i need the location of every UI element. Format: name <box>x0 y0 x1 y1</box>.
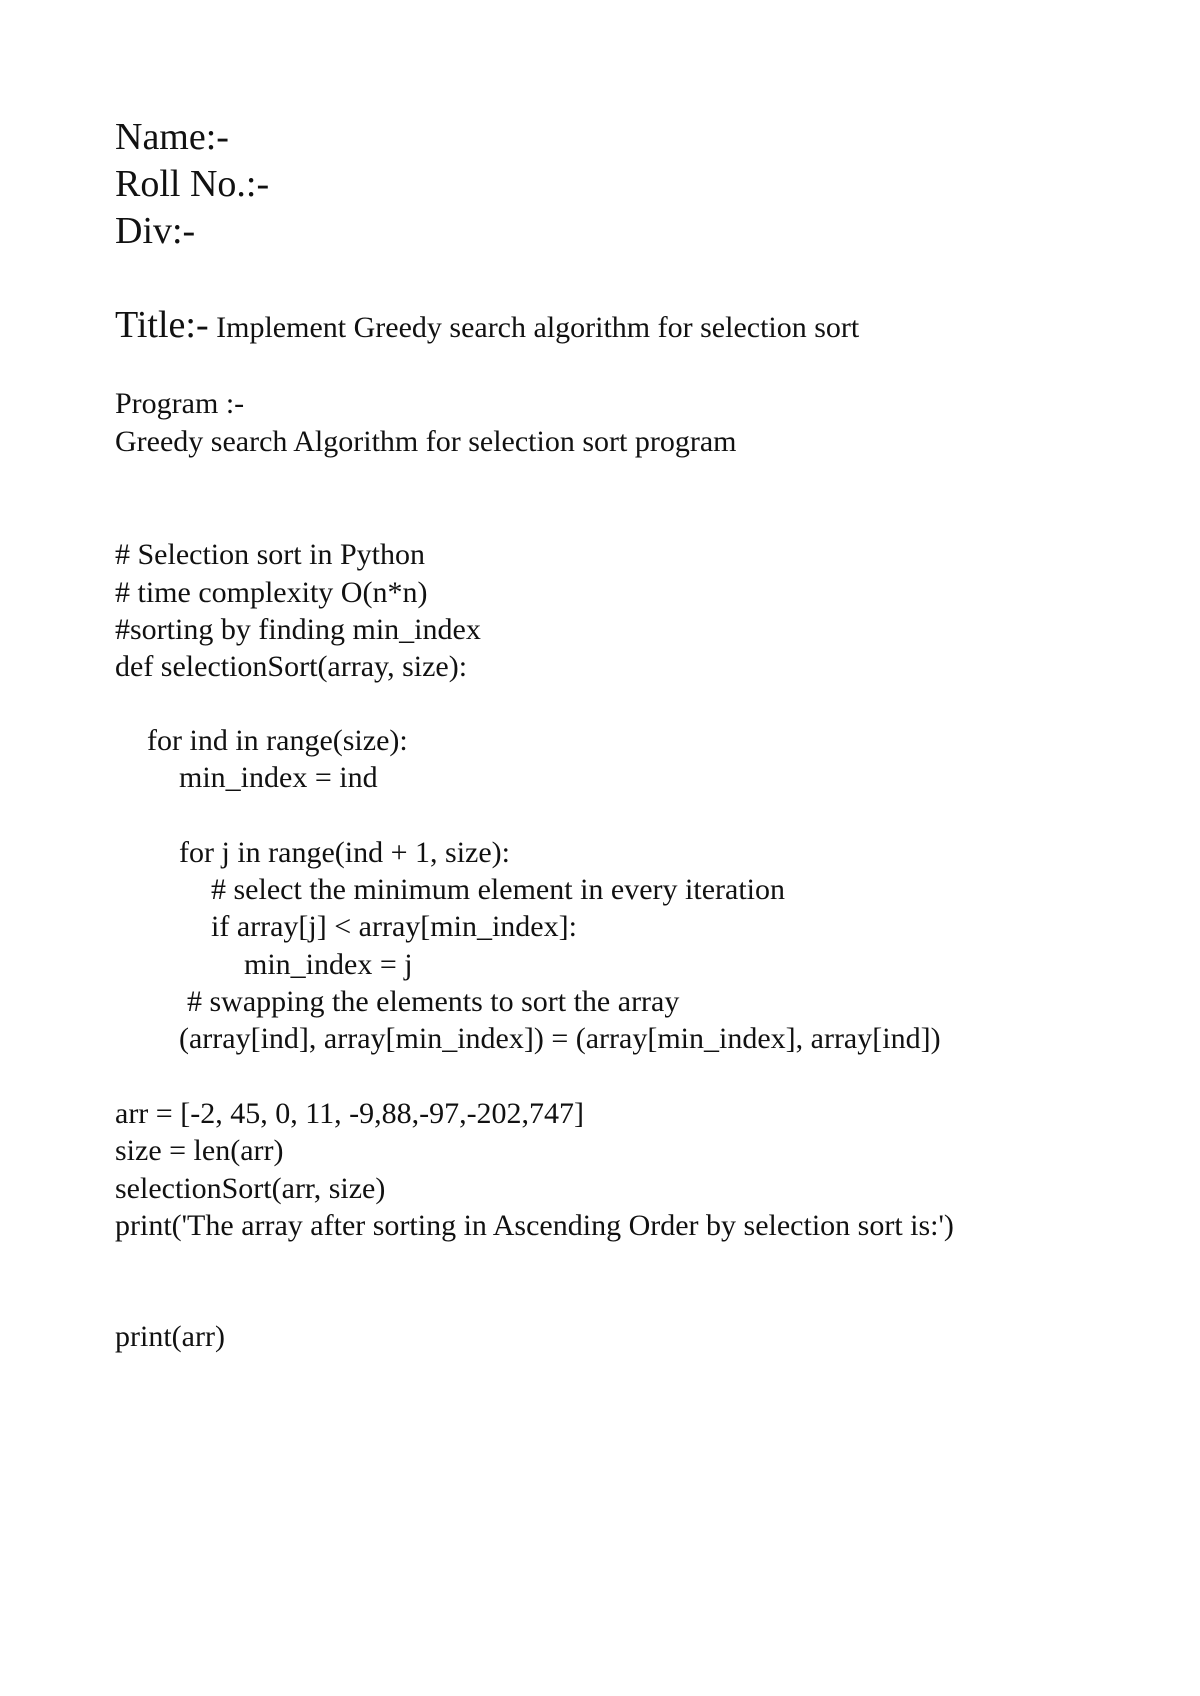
code-line: print('The array after sorting in Ascending Order by selection sort is:') <box>115 1209 954 1242</box>
code-line: # time complexity O(n*n) <box>115 576 428 609</box>
code-line: # select the minimum element in every iteration <box>211 873 785 906</box>
code-line: for ind in range(size): <box>147 724 408 757</box>
code-line: selectionSort(arr, size) <box>115 1172 386 1205</box>
code-line: # swapping the elements to sort the array <box>187 985 680 1018</box>
title-line <box>115 306 859 344</box>
roll-no-field: Roll No.:- <box>115 163 270 205</box>
name-field: Name:- <box>115 116 229 158</box>
code-line: #sorting by finding min_index <box>115 613 481 646</box>
code-line: min_index = j <box>244 948 413 981</box>
title-text: Implement Greedy search algorithm for selection sort <box>208 311 860 344</box>
code-line: if array[j] < array[min_index]: <box>211 910 577 943</box>
code-line: # Selection sort in Python <box>115 538 425 571</box>
code-line: min_index = ind <box>179 761 378 794</box>
code-line: size = len(arr) <box>115 1134 284 1167</box>
code-line: arr = [-2, 45, 0, 11, -9,88,-97,-202,747] <box>115 1097 585 1130</box>
code-line: (array[ind], array[min_index]) = (array[min_index], array[ind]) <box>179 1022 941 1055</box>
code-line: print(arr) <box>115 1320 225 1353</box>
program-label: Program :- <box>115 387 245 420</box>
title-label: Title:- <box>115 304 209 346</box>
program-description: Greedy search Algorithm for selection sort program <box>115 425 737 458</box>
code-line: def selectionSort(array, size): <box>115 650 468 683</box>
code-line: for j in range(ind + 1, size): <box>179 836 510 869</box>
div-field: Div:- <box>115 210 196 252</box>
